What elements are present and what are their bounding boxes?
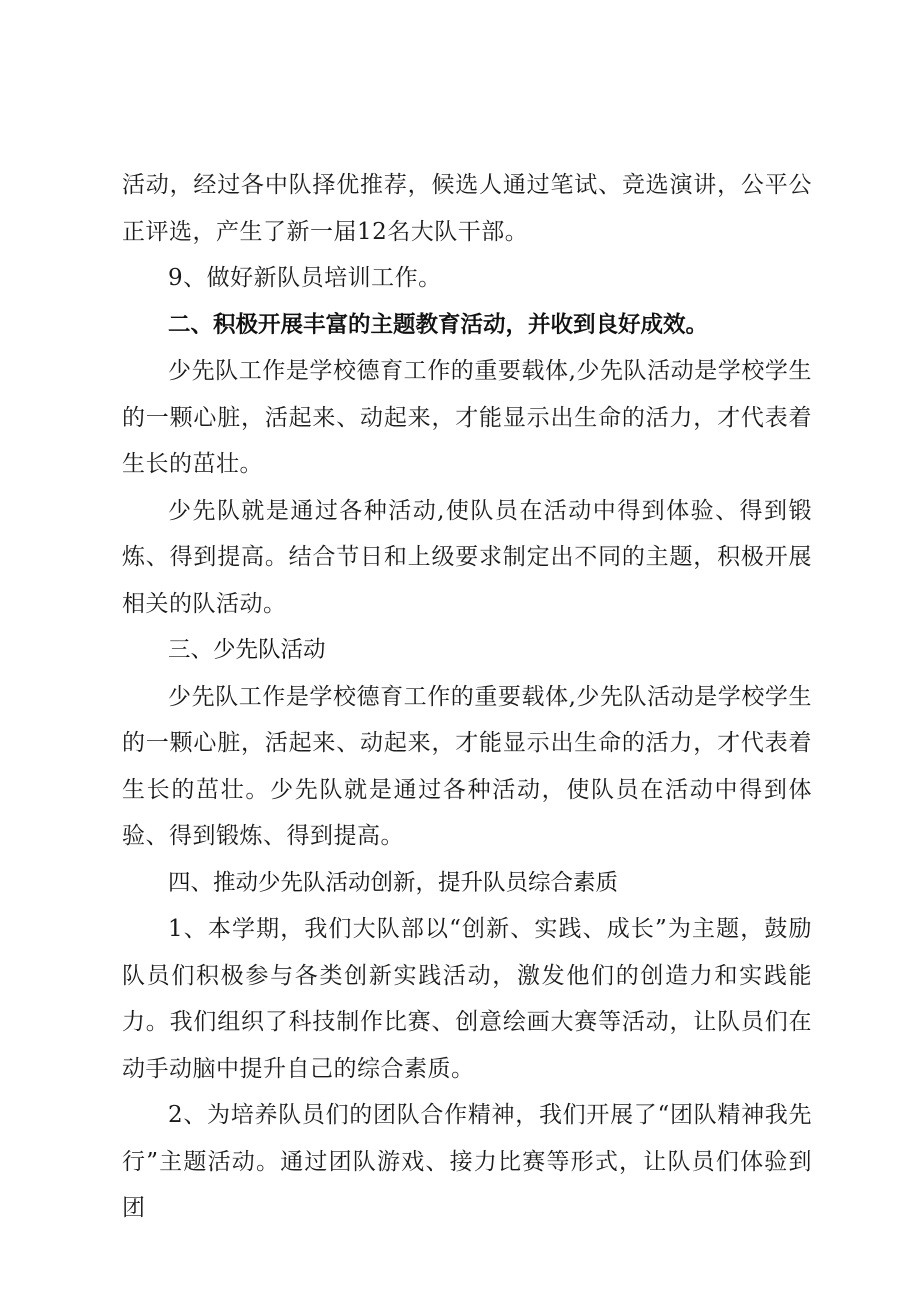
- paragraph-section-3: 少先队工作是学校德育工作的重要载体,少先队活动是学校学生的一颗心脏，活起来、动起来，才能显示出生命的活力，才代表着生长的茁壮。少先队就是通过各种活动，使队员在活动中得到体验、得到锻炼、得到提高。: [122, 683, 812, 849]
- paragraph-section-4-item-2: 2、为培养队员们的团队合作精神，我们开展了“团队精神我先行”主题活动。通过团队游戏、接力比赛等形式，让队员们体验到团: [122, 1102, 812, 1221]
- paragraph-item-9: 9、做好新队员培训工作。: [168, 265, 442, 291]
- section-heading-4: 四、推动少先队活动创新，提升队员综合素质: [168, 869, 619, 896]
- paragraph-section-2-a: 少先队工作是学校德育工作的重要载体,少先队活动是学校学生的一颗心脏，活起来、动起来，才能显示出生命的活力，才代表着生长的茁壮。: [122, 358, 812, 477]
- section-heading-3: 三、少先队活动: [168, 637, 326, 663]
- document-body: [122, 162, 812, 1232]
- section-heading-2: 二、积极开展丰富的主题教育活动，并收到良好成效。: [168, 311, 709, 338]
- paragraph-section-4-item-1: 1、本学期，我们大队部以“创新、实践、成长”为主题，鼓励队员们积极参与各类创新实践活动，激发他们的创造力和实践能力。我们组织了科技制作比赛、创意绘画大赛等活动，让队员们在动手动脑中提升自己的综合素质。: [122, 916, 812, 1082]
- paragraph-section-2-b: 少先队就是通过各种活动,使队员在活动中得到体验、得到锻炼、得到提高。结合节日和上级要求制定出不同的主题，积极开展相关的队活动。: [122, 497, 812, 617]
- paragraph-continuation: 活动，经过各中队择优推荐，候选人通过笔试、竞选演讲，公平公正评选，产生了新一届12名大队干部。: [122, 172, 812, 245]
